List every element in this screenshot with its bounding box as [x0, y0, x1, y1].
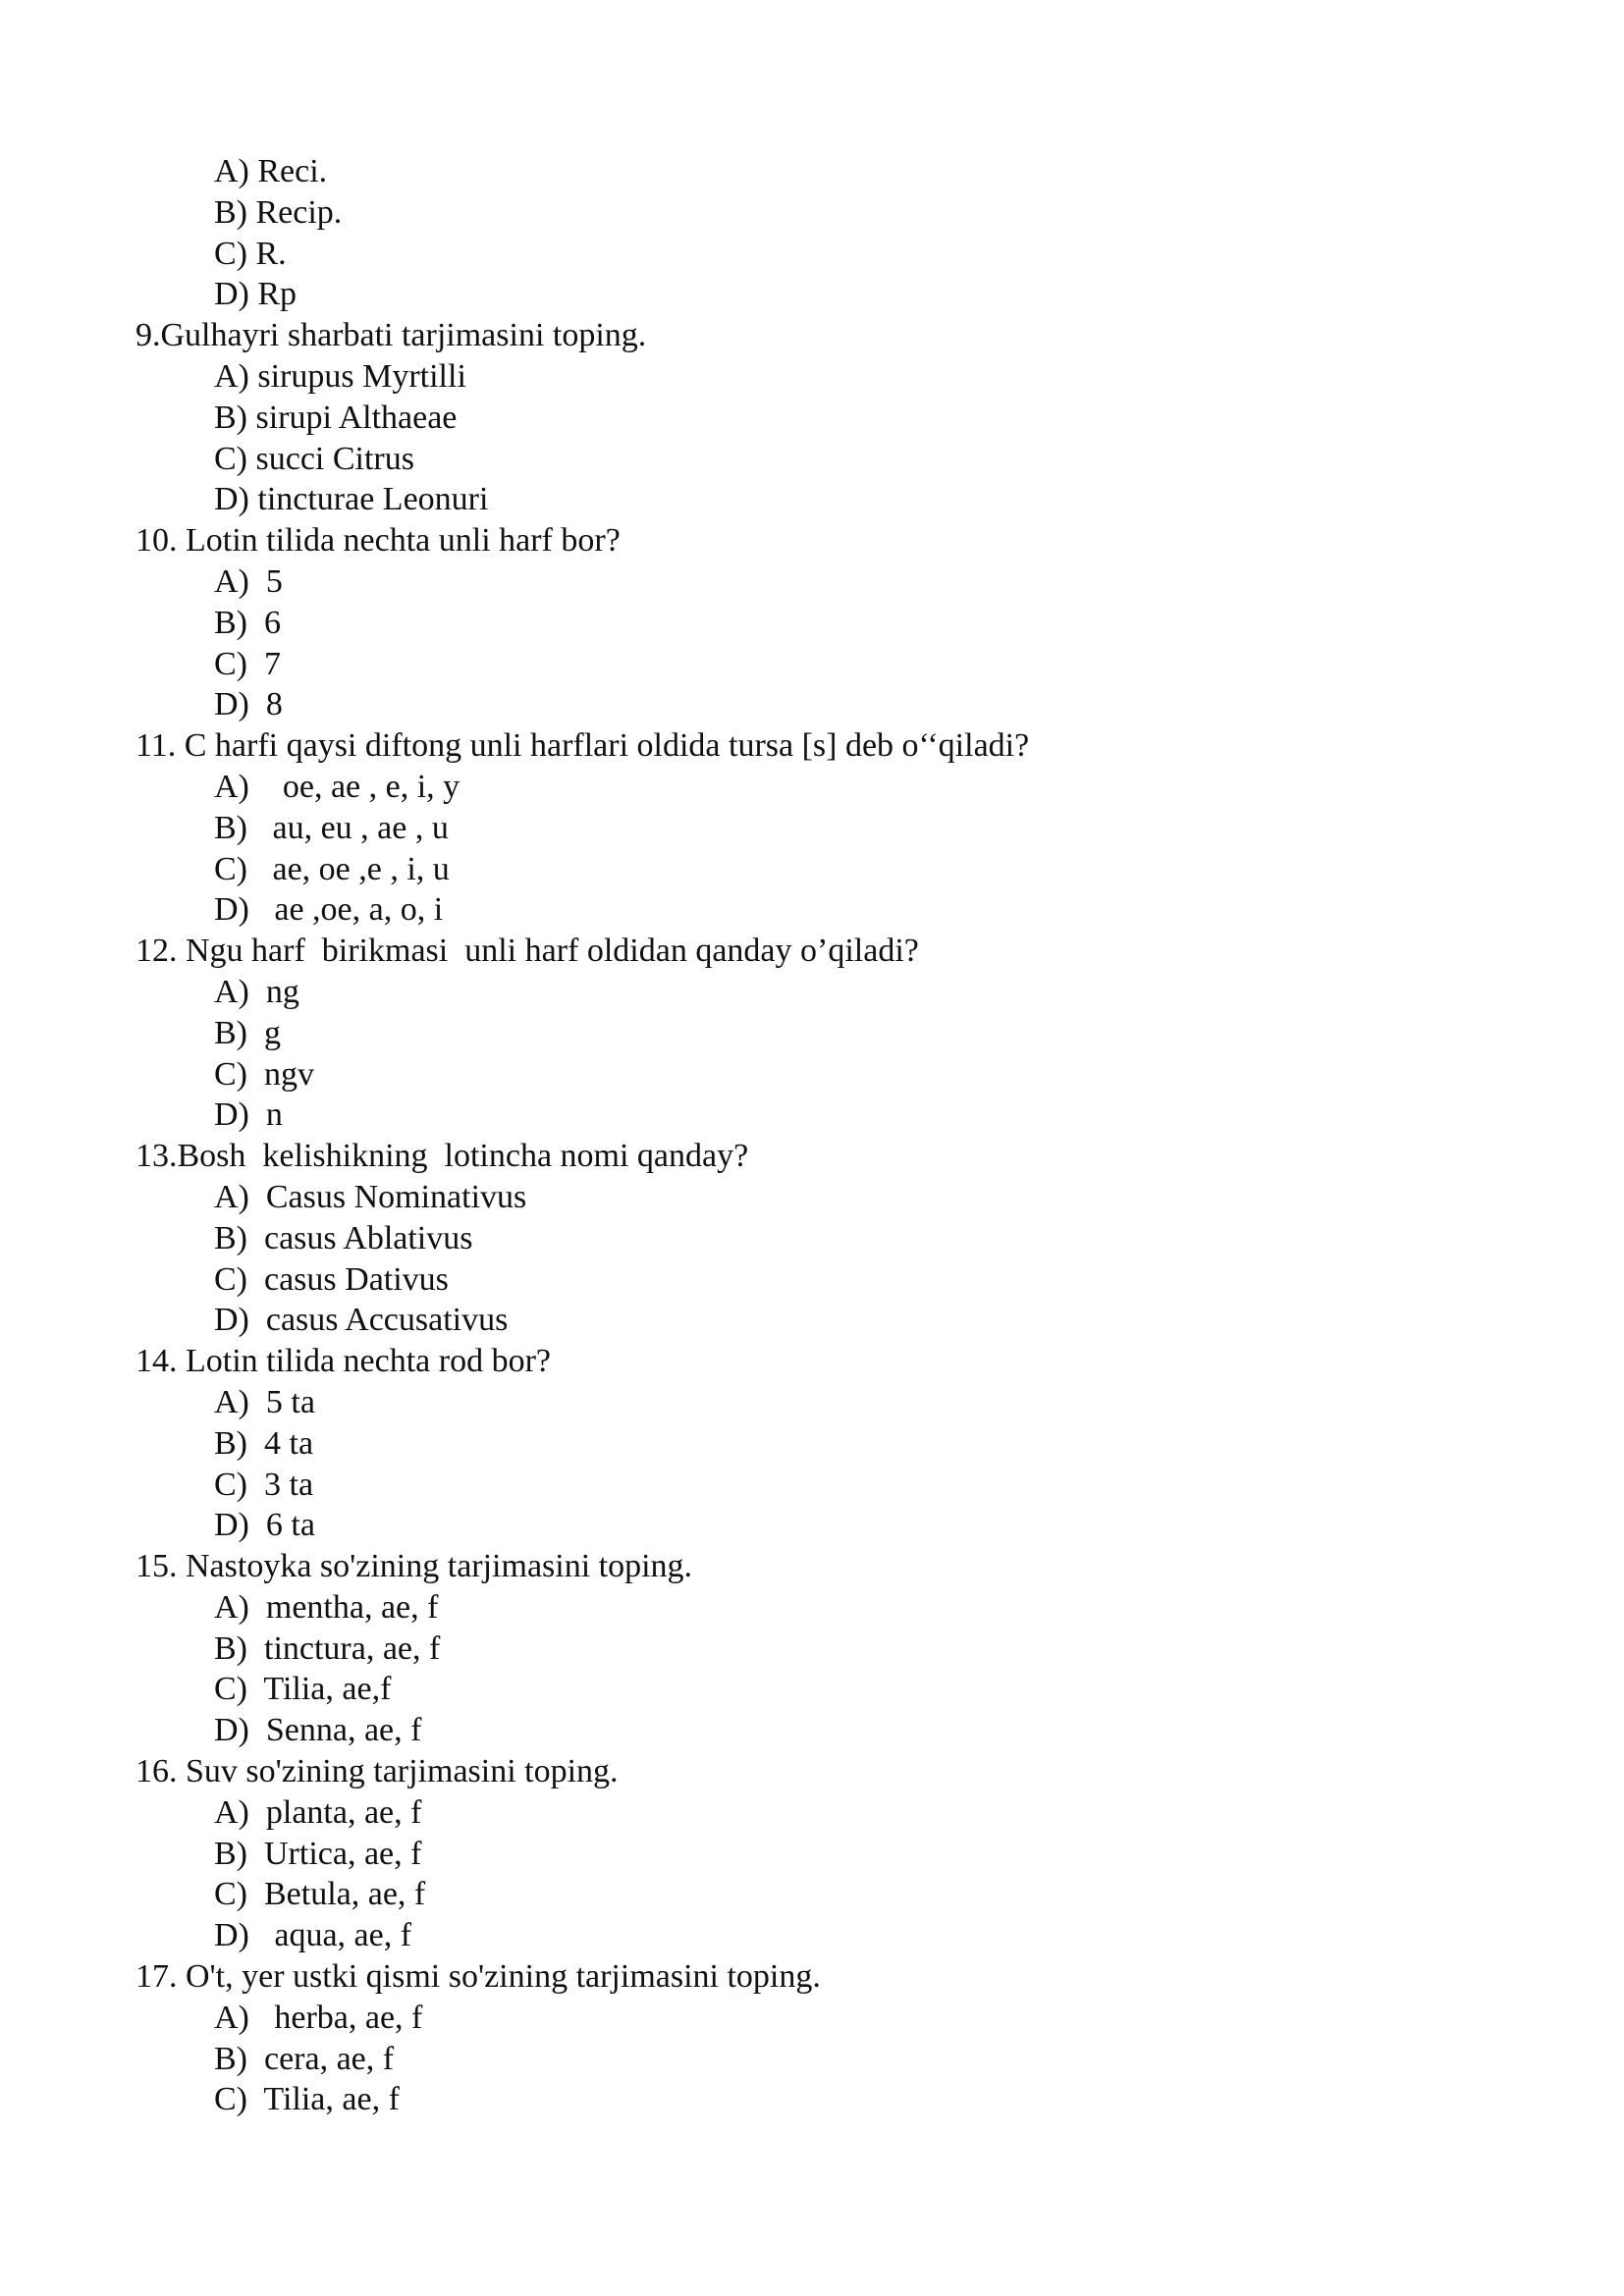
answer-option: D) casus Accusativus: [214, 1302, 509, 1339]
answer-option: D) Senna, ae, f: [214, 1712, 422, 1749]
answer-option: B) g: [214, 1014, 281, 1051]
answer-option: A) sirupus Myrtilli: [214, 357, 466, 395]
answer-option: B) cera, ae, f: [214, 2040, 395, 2077]
question-text: 11. C harfi qaysi diftong unli harflari oldida tursa [s] deb o‘‘qiladi?: [135, 727, 1030, 765]
answer-option: C) 7: [214, 645, 281, 682]
answer-option: B) au, eu , ae , u: [214, 809, 449, 846]
answer-option: C) succi Citrus: [214, 440, 414, 477]
question-text: 14. Lotin tilida nechta rod bor?: [135, 1343, 551, 1380]
answer-option: C) Betula, ae, f: [214, 1876, 426, 1913]
answer-option: D) 6 ta: [214, 1507, 315, 1544]
question-text: 13.Bosh kelishikning lotincha nomi qanday?: [135, 1138, 749, 1175]
answer-option: B) 6: [214, 604, 281, 641]
question-text: 9.Gulhayri sharbati tarjimasini toping.: [135, 317, 647, 354]
answer-option: C) ae, oe ,e , i, u: [214, 850, 450, 887]
quiz-content: [135, 151, 1490, 2120]
answer-option: D) n: [214, 1096, 283, 1134]
answer-option: A) mentha, ae, f: [214, 1588, 439, 1626]
answer-option: C) casus Dativus: [214, 1260, 449, 1298]
question-text: 16. Suv so'zining tarjimasini toping.: [135, 1753, 619, 1790]
answer-option: D) Rp: [214, 276, 298, 313]
answer-option: D) tincturae Leonuri: [214, 481, 489, 518]
answer-option: B) tinctura, ae, f: [214, 1629, 441, 1667]
answer-option: B) Urtica, ae, f: [214, 1835, 422, 1872]
answer-option: D) 8: [214, 686, 283, 723]
answer-option: D) aqua, ae, f: [214, 1917, 412, 1954]
answer-option: A) 5: [214, 562, 283, 600]
answer-option: C) ngv: [214, 1055, 314, 1093]
answer-option: A) ng: [214, 973, 299, 1010]
answer-option: C) Tilia, ae,f: [214, 1671, 392, 1708]
answer-option: B) Recip.: [214, 193, 343, 231]
answer-option: A) oe, ae , e, i, y: [214, 768, 460, 805]
answer-option: A) Casus Nominativus: [214, 1178, 527, 1215]
answer-option: B) casus Ablativus: [214, 1219, 473, 1256]
answer-option: C) 3 ta: [214, 1466, 314, 1503]
question-text: 15. Nastoyka so'zining tarjimasini toping.: [135, 1548, 693, 1585]
answer-option: A) planta, ae, f: [214, 1793, 422, 1831]
answer-option: B) 4 ta: [214, 1424, 314, 1462]
question-text: 12. Ngu harf birikmasi unli harf oldidan qanday o’qiladi?: [135, 933, 919, 970]
answer-option: B) sirupi Althaeae: [214, 399, 458, 436]
answer-option: D) ae ,oe, a, o, i: [214, 891, 444, 929]
answer-option: C) R.: [214, 235, 287, 272]
question-text: 10. Lotin tilida nechta unli harf bor?: [135, 522, 621, 560]
answer-option: A) herba, ae, f: [214, 1999, 423, 2036]
answer-option: C) Tilia, ae, f: [214, 2081, 400, 2118]
question-text: 17. O't, yer ustki qismi so'zining tarjimasini toping.: [135, 1958, 821, 1996]
answer-option: A) Reci.: [214, 153, 328, 189]
answer-option: A) 5 ta: [214, 1383, 315, 1420]
